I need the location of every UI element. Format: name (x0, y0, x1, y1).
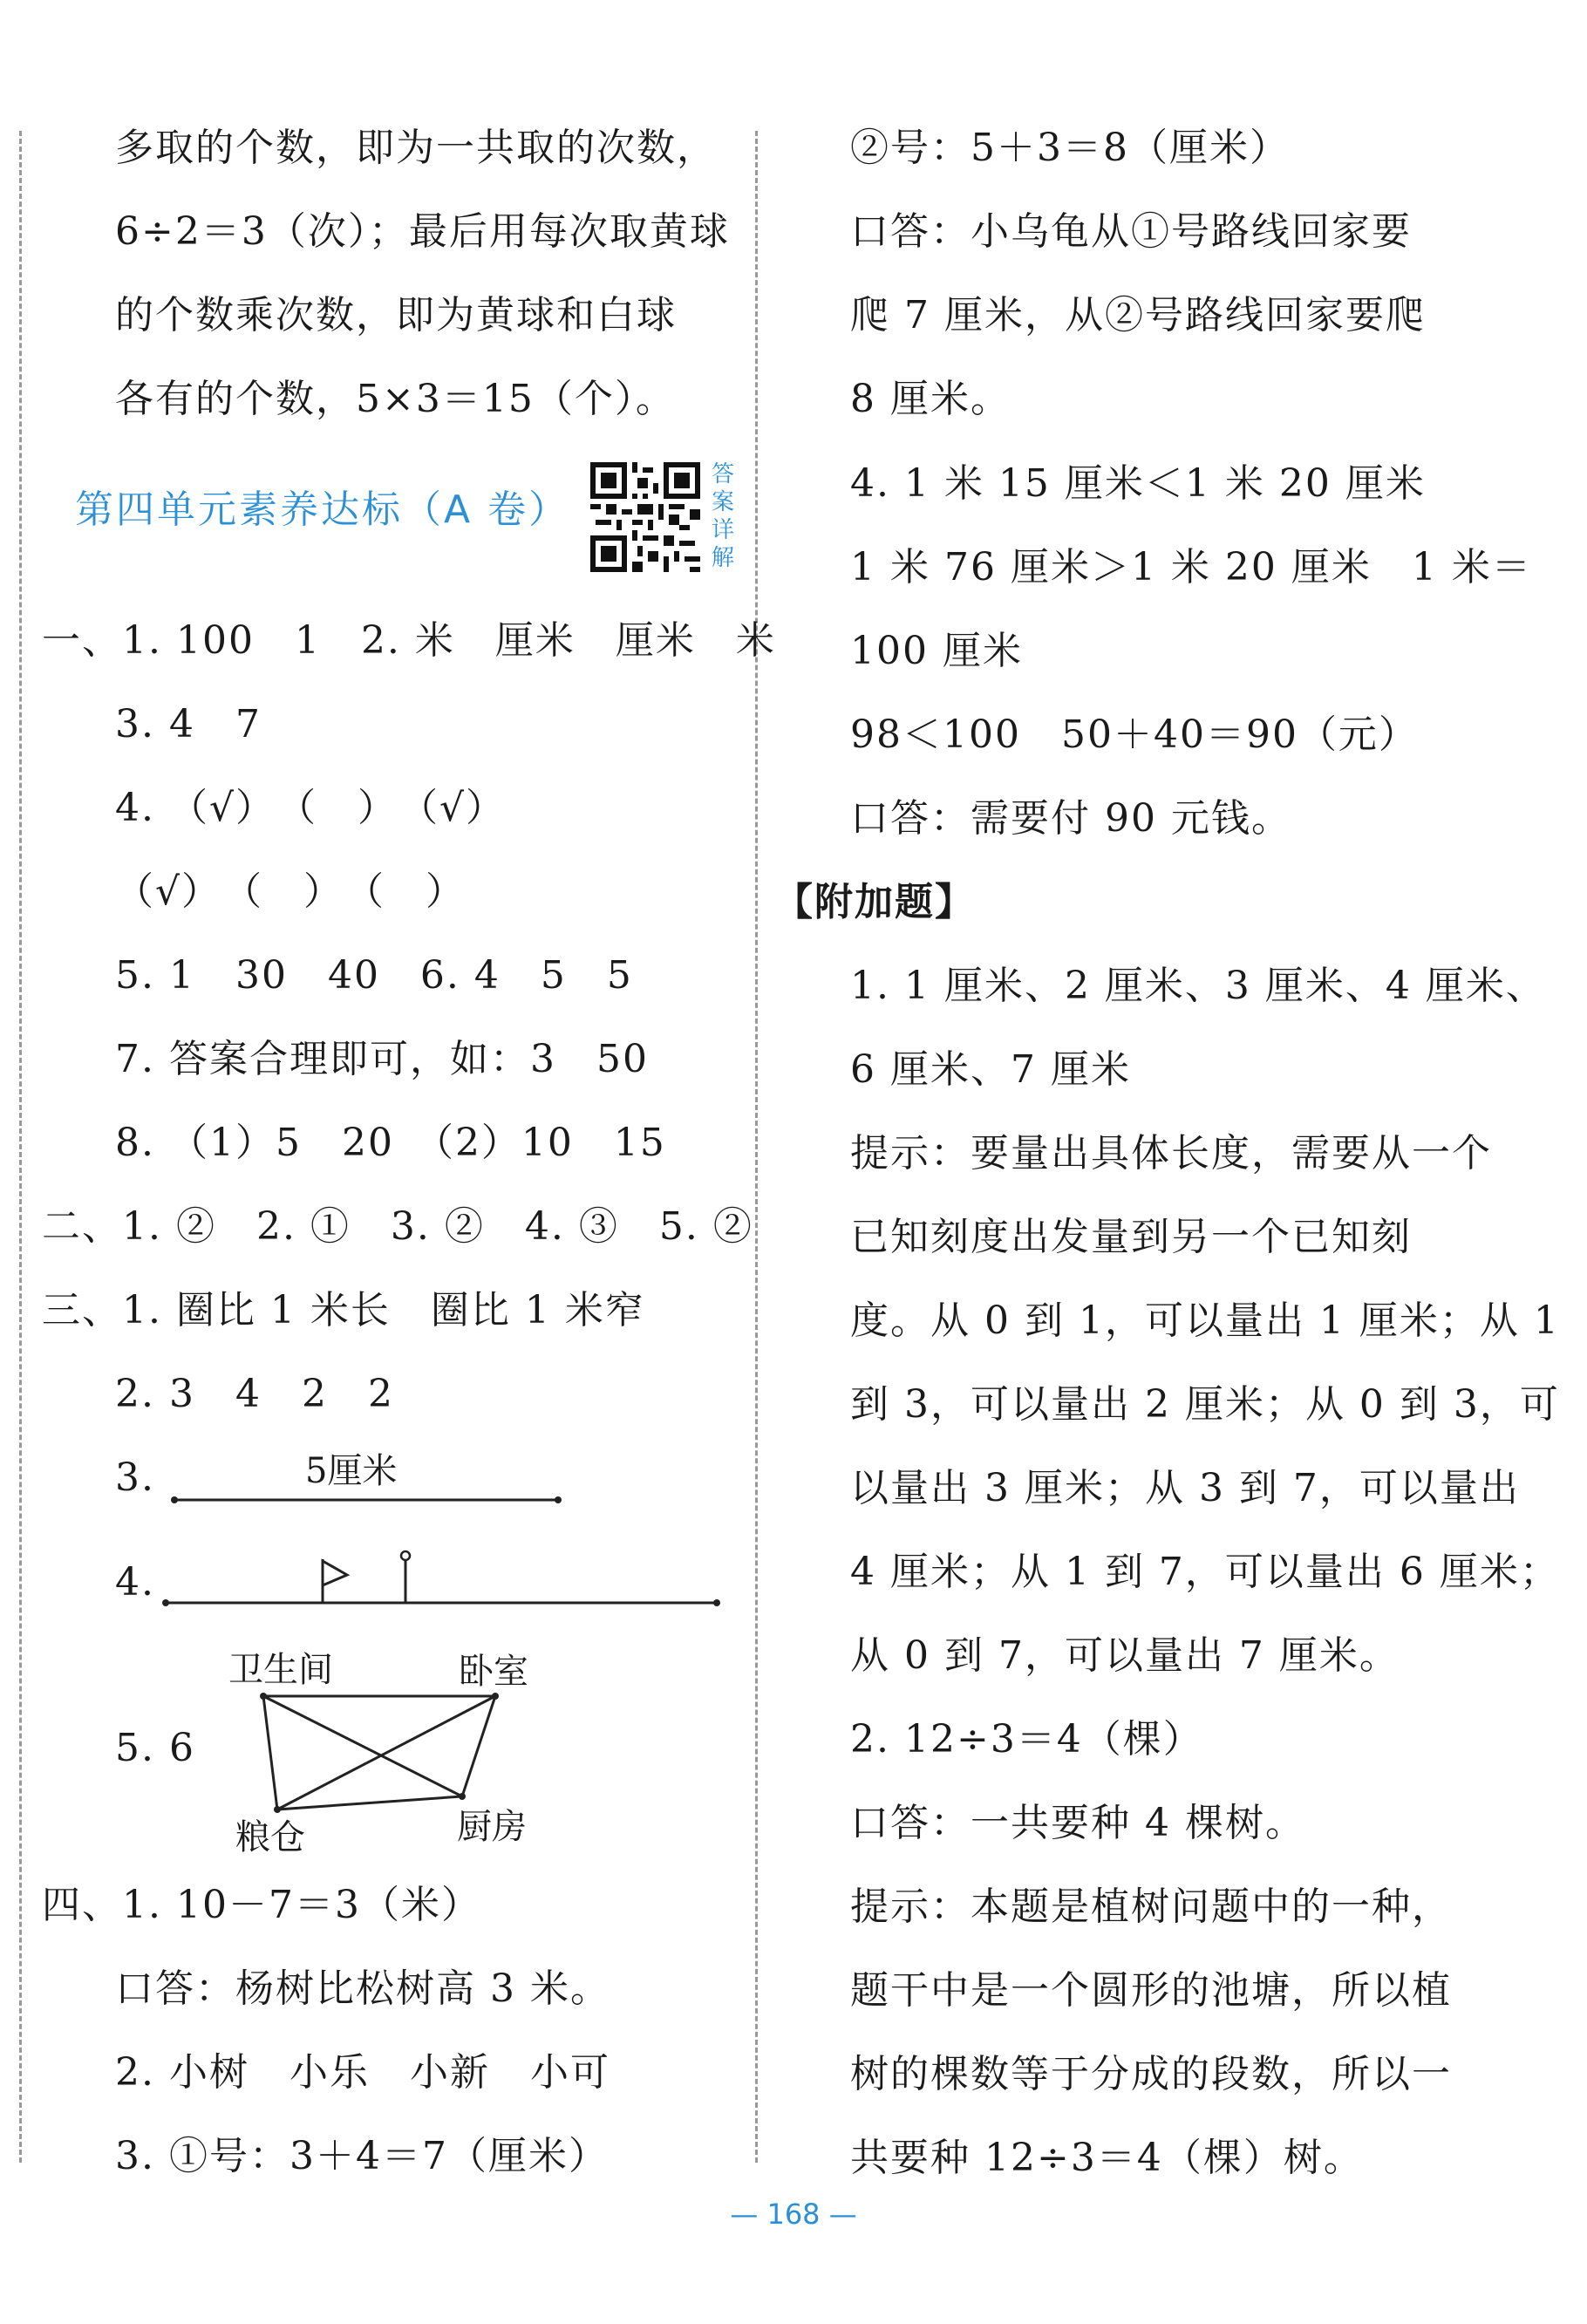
right-text-line: 100 厘米 (850, 629, 1023, 673)
answer-line: 一、1. 100 1 2. 米 厘米 厘米 米 (42, 618, 776, 663)
extra-line: 4 厘米；从 1 到 7，可以量出 6 厘米； (850, 1550, 1560, 1594)
extra-line: 到 3，可以量出 2 厘米；从 0 到 3，可 (850, 1382, 1560, 1427)
extra-line: 6 厘米、7 厘米 (850, 1047, 1131, 1092)
label-granary: 粮仓 (235, 1817, 305, 1857)
answer-line: 四、1. 10－7＝3（米） (42, 1883, 481, 1927)
extra-line: 树的棵数等于分成的段数，所以一 (850, 2052, 1452, 2096)
answer-line: 三、1. 圈比 1 米长 圈比 1 米窄 (42, 1288, 645, 1332)
label-bathroom: 卫生间 (228, 1650, 333, 1690)
label-bedroom: 卧室 (459, 1652, 528, 1692)
extra-line: 题干中是一个圆形的池塘，所以植 (850, 1968, 1452, 2013)
left-text-line: 各有的个数，5×3＝15（个）。 (115, 377, 676, 421)
label-kitchen: 厨房 (457, 1807, 527, 1847)
answer-line: 二、1. ② 2. ① 3. ② 4. ③ 5. ② (42, 1204, 753, 1249)
extra-line: 从 0 到 7，可以量出 7 厘米。 (850, 1633, 1400, 1678)
right-text-line: 口答：小乌龟从①号路线回家要 (850, 209, 1412, 254)
section-title: 第四单元素养达标（A 卷） (75, 487, 570, 532)
answer-line: 4. （√） （ ） （√） (115, 786, 507, 830)
right-text-line: 4. 1 米 15 厘米＜1 米 20 厘米 (850, 461, 1426, 506)
extra-line: 提示：本题是植树问题中的一种， (850, 1884, 1452, 1929)
figure3-label: 5厘米 (305, 1451, 398, 1491)
answer-line: 3. 4 7 (115, 702, 262, 746)
answer-line: 3. (115, 1455, 155, 1500)
left-text-line: 的个数乘次数，即为黄球和白球 (115, 293, 677, 337)
answer-line: 2. 小树 小乐 小新 小可 (115, 2050, 610, 2095)
answer-line: 3. ①号：3＋4＝7（厘米） (115, 2134, 609, 2178)
extra-line: 1. 1 厘米、2 厘米、3 厘米、4 厘米、 (850, 964, 1546, 1008)
right-text-line: ②号：5＋3＝8（厘米） (850, 126, 1290, 170)
extra-line: 共要种 12÷3＝4（棵）树。 (850, 2136, 1364, 2180)
figure-line-5cm (171, 1451, 562, 1503)
answer-line: 7. 答案合理即可，如：3 50 (115, 1037, 649, 1081)
figure-flag-line (162, 1551, 720, 1606)
figure-room-map (228, 1650, 528, 1857)
right-text-line: 1 米 76 厘米＞1 米 20 厘米 1 米＝ (850, 545, 1532, 590)
answer-line: 4. (115, 1560, 155, 1605)
answer-line: 2. 3 4 2 2 (115, 1372, 394, 1416)
answer-line: 5. 6 (115, 1726, 195, 1770)
left-text-line: 多取的个数，即为一共取的次数， (115, 126, 717, 170)
extra-line: 2. 12÷3＝4（棵） (850, 1717, 1203, 1762)
answer-line: 5. 1 30 40 6. 4 5 5 (115, 953, 633, 998)
extra-line: 已知刻度出发量到另一个已知刻 (850, 1215, 1412, 1259)
answer-line: （√） （ ） （ ） (115, 869, 467, 914)
left-text-line: 6÷2＝3（次）；最后用每次取黄球 (115, 209, 730, 254)
answer-line: 口答：杨树比松树高 3 米。 (115, 1966, 610, 2011)
qr-label: 答案详解 (712, 461, 735, 571)
extra-line: 以量出 3 厘米；从 3 到 7，可以量出 (850, 1466, 1520, 1510)
right-text-line: 口答：需要付 90 元钱。 (850, 796, 1291, 841)
right-text-line: 8 厘米。 (850, 377, 1011, 421)
extra-line: 提示：要量出具体长度，需要从一个 (850, 1131, 1492, 1176)
extra-line: 口答：一共要种 4 棵树。 (850, 1801, 1305, 1845)
answer-line: 8. （1）5 20 （2）10 15 (115, 1121, 666, 1165)
right-text-line: 爬 7 厘米，从②号路线回家要爬 (850, 293, 1426, 337)
page-number: — 168 — (730, 2198, 857, 2231)
extra-line: 度。从 0 到 1，可以量出 1 厘米；从 1 (850, 1298, 1560, 1343)
extra-title: 【附加题】 (774, 880, 975, 924)
right-text-line: 98＜100 50＋40＝90（元） (850, 712, 1419, 757)
